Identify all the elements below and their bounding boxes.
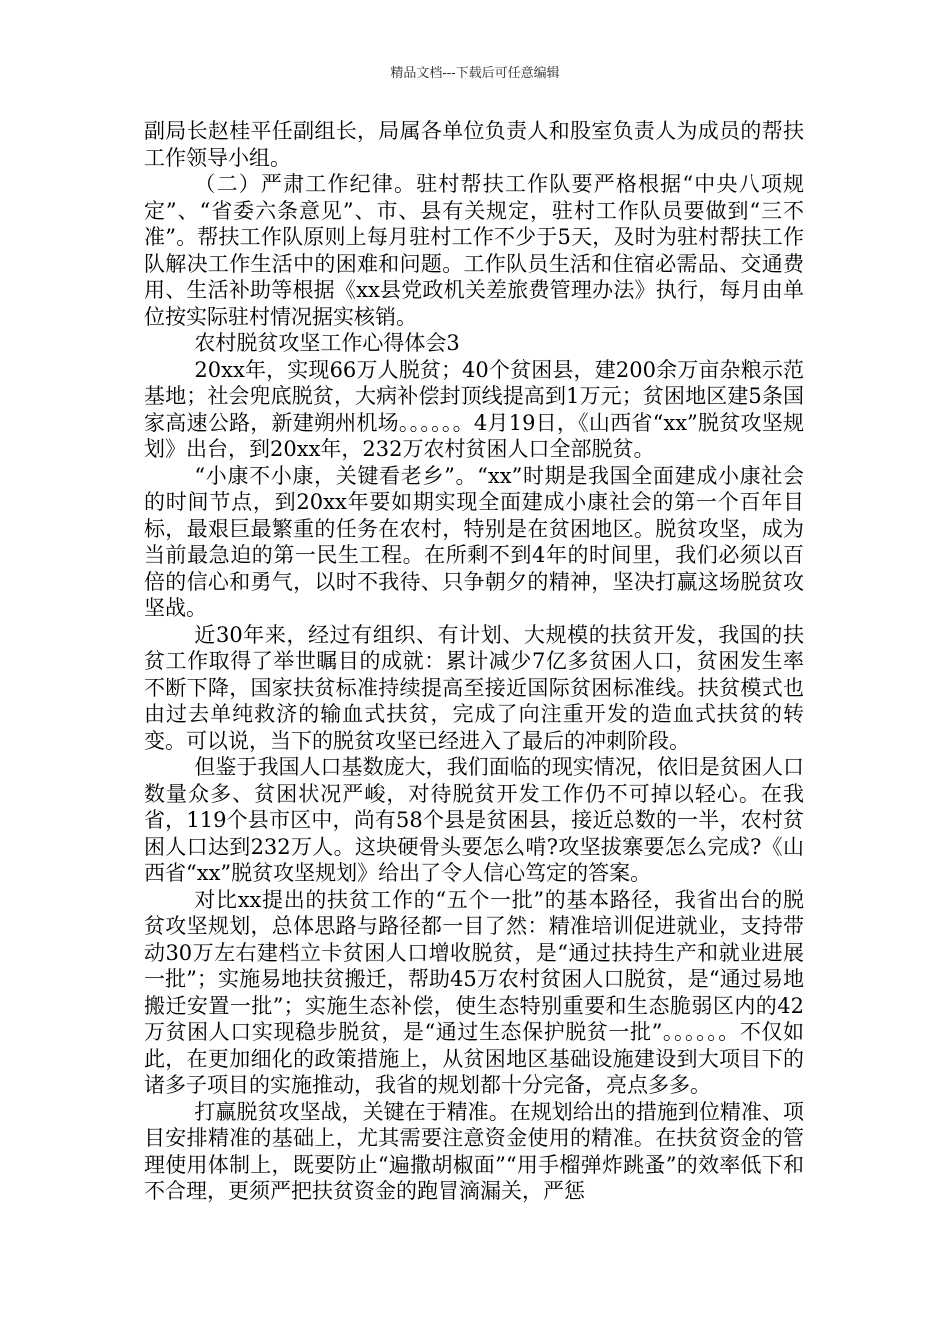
paragraph-precision: 打赢脱贫攻坚战，关键在于精准。在规划给出的措施到位精准、项目安排精准的基础上，尤其需要注意资金使用的精准。在扶贫资金的管理使用体制上，既要防止“遍撒胡椒面”“用手榴弹炸跳蚤”的效率低下和不合理，更须严把扶贫资金的跑冒滴漏关，严惩 [144, 1099, 804, 1203]
page-header: 精品文档---下载后可任意编辑 [390, 66, 560, 81]
document-body [144, 118, 804, 1205]
paragraph-work-discipline: （二）严肃工作纪律。驻村帮扶工作队要严格根据“中央八项规定”、“省委六条意见”、市、县有关规定，驻村工作队员要做到“三不准”。帮扶工作队原则上每月驻村工作不少于5天，及时为驻村帮扶工作队解决工作生活中的困难和问题。工作队员生活和住宿必需品、交通费用、生活补助等根据《xx县党政机关差旅费管理办法》执行，每月由单位按实际驻村情况据实核销。 [144, 172, 804, 329]
paragraph-achievements: 20xx年，实现66万人脱贫；40个贫困县，建200余万亩杂粮示范基地；社会兜底脱贫，大病补偿封顶线提高到1万元；贫困地区建5条国家高速公路，新建朔州机场。。。。。。4月19日，《山西省“xx”脱贫攻坚规划》出台，到20xx年，232万农村贫困人口全部脱贫。 [144, 357, 804, 461]
paragraph-thirty-years: 近30年来，经过有组织、有计划、大规模的扶贫开发，我国的扶贫工作取得了举世瞩目的成就：累计减少7亿多贫困人口，贫困发生率不断下降，国家扶贫标准持续提高至接近国际贫困标准线。扶贫模式也由过去单纯救济的输血式扶贫，完成了向注重开发的造血式扶贫的转变。可以说，当下的脱贫攻坚已经进入了最后的冲刺阶段。 [144, 622, 804, 753]
paragraph-xiaokang: “小康不小康，关键看老乡”。“xx”时期是我国全面建成小康社会的时间节点，到20xx年要如期实现全面建成小康社会的第一个百年目标，最艰巨最繁重的任务在农村，特别是在贫困地区。脱贫攻坚，成为当前最急迫的第一民生工程。在所剩不到4年的时间里，我们必须以百倍的信心和勇气，以时不我待、只争朝夕的精神，坚决打赢这场脱贫攻坚战。 [144, 463, 804, 620]
section-heading: 农村脱贫攻坚工作心得体会3 [194, 331, 460, 355]
paragraph-five-batches: 对比xx提出的扶贫工作的“五个一批”的基本路径，我省出台的脱贫攻坚规划，总体思路与路径都一目了然：精准培训促进就业，支持带动30万左右建档立卡贫困人口增收脱贫，是“通过扶持生产和就业进展一批”；实施易地扶贫搬迁，帮助45万农村贫困人口脱贫，是“通过易地搬迁安置一批”；实施生态补偿，使生态特别重要和生态脆弱区内的42万贫困人口实现稳步脱贫，是“通过生态保护脱贫一批”。。。。。。不仅如此，在更加细化的政策措施上，从贫困地区基础设施建设到大项目下的诸多子项目的实施推动，我省的规划都十分完备，亮点多多。 [144, 887, 804, 1097]
paragraph-leader-group: 副局长赵桂平任副组长，局属各单位负责人和股室负责人为成员的帮扶工作领导小组。 [144, 119, 804, 170]
paragraph-current-situation: 但鉴于我国人口基数庞大，我们面临的现实情况，依旧是贫困人口数量众多、贫困状况严峻，对待脱贫开发工作仍不可掉以轻心。在我省，119个县市区中，尚有58个县是贫困县，接近总数的一半，农村贫困人口达到232万人。这块硬骨头要怎么啃?攻坚拔寨要怎么完成?《山西省“xx”脱贫攻坚规划》给出了令人信心笃定的答案。 [144, 755, 804, 885]
